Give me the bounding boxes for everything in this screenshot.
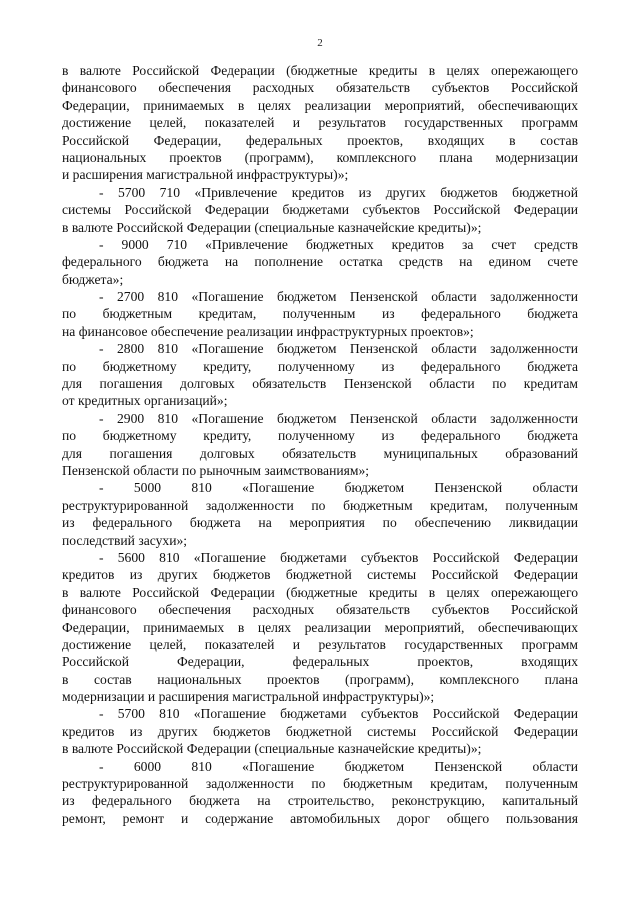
text-line: из федерального бюджета на строительство, реконструкцию, капитальный bbox=[62, 793, 578, 809]
text-line: Пензенской области по рыночным заимствованиям»; bbox=[62, 462, 370, 478]
text-line: Федерации, принимаемых в целях реализации мероприятий, обеспечивающих bbox=[62, 97, 578, 113]
text-line: по бюджетным кредитам, полученным из федерального бюджета bbox=[62, 306, 578, 322]
text-line: кредитов из других бюджетов бюджетной системы Российской Федерации bbox=[62, 567, 578, 583]
text-line: на финансовое обеспечение реализации инфраструктурных проектов»; bbox=[62, 323, 474, 339]
text-line: Российской Федерации, федеральных проектов, входящих в состав bbox=[62, 132, 578, 148]
text-line: - 2800 810 «Погашение бюджетом Пензенской области задолженности bbox=[99, 341, 578, 357]
text-line: Российской Федерации, федеральных проектов, входящих bbox=[62, 654, 578, 670]
text-line: кредитов из других бюджетов бюджетной системы Российской Федерации bbox=[62, 723, 578, 739]
text-line: федерального бюджета на пополнение остатка средств на едином счете bbox=[62, 254, 578, 270]
text-line: по бюджетному кредиту, полученному из федерального бюджета bbox=[62, 428, 578, 444]
text-line: Федерации, принимаемых в целях реализации мероприятий, обеспечивающих bbox=[62, 619, 578, 635]
text-line: в валюте Российской Федерации (специальные казначейские кредиты)»; bbox=[62, 219, 482, 235]
document-body bbox=[62, 62, 578, 827]
text-line: достижение целей, показателей и результатов государственных программ bbox=[62, 115, 578, 131]
text-line: по бюджетному кредиту, полученному из федерального бюджета bbox=[62, 358, 578, 374]
text-line: бюджета»; bbox=[62, 271, 124, 287]
text-line: в состав национальных проектов (программ), комплексного плана bbox=[62, 671, 578, 687]
text-line: реструктурированной задолженности по бюджетным кредитам, полученным bbox=[62, 776, 578, 792]
text-line: - 5700 810 «Погашение бюджетами субъектов Российской Федерации bbox=[99, 706, 578, 722]
text-line: - 2700 810 «Погашение бюджетом Пензенской области задолженности bbox=[99, 289, 578, 305]
text-line: последствий засухи»; bbox=[62, 532, 188, 548]
text-line: модернизации и расширения магистральной инфраструктуры)»; bbox=[62, 689, 435, 705]
text-line: системы Российской Федерации бюджетами субъектов Российской Федерации bbox=[62, 202, 578, 218]
text-line: для погашения долговых обязательств муниципальных образований bbox=[62, 445, 578, 461]
text-line: - 5600 810 «Погашение бюджетами субъектов Российской Федерации bbox=[99, 549, 578, 565]
text-line: национальных проектов (программ), комплексного плана модернизации bbox=[62, 149, 578, 165]
text-line: от кредитных организаций»; bbox=[62, 393, 228, 409]
text-line: в валюте Российской Федерации (специальные казначейские кредиты)»; bbox=[62, 741, 482, 757]
text-line: и расширения магистральной инфраструктуры)»; bbox=[62, 167, 349, 183]
text-line: - 9000 710 «Привлечение бюджетных кредитов за счет средств bbox=[99, 236, 578, 252]
text-line: из федерального бюджета на мероприятия по обеспечению ликвидации bbox=[62, 515, 578, 531]
text-line: - 6000 810 «Погашение бюджетом Пензенской области bbox=[99, 758, 578, 774]
text-line: для погашения долговых обязательств Пензенской области по кредитам bbox=[62, 376, 578, 392]
text-line: - 5000 810 «Погашение бюджетом Пензенской области bbox=[99, 480, 578, 496]
page-number: 2 bbox=[317, 37, 323, 49]
text-line: финансового обеспечения расходных обязательств субъектов Российской bbox=[62, 602, 578, 618]
text-line: финансового обеспечения расходных обязательств субъектов Российской bbox=[62, 80, 578, 96]
text-line: ремонт, ремонт и содержание автомобильных дорог общего пользования bbox=[62, 810, 578, 826]
text-line: - 2900 810 «Погашение бюджетом Пензенской области задолженности bbox=[99, 410, 578, 426]
text-line: в валюте Российской Федерации (бюджетные кредиты в целях опережающего bbox=[62, 63, 578, 78]
text-line: в валюте Российской Федерации (бюджетные кредиты в целях опережающего bbox=[62, 584, 578, 600]
text-line: достижение целей, показателей и результатов государственных программ bbox=[62, 636, 578, 652]
text-line: реструктурированной задолженности по бюджетным кредитам, полученным bbox=[62, 497, 578, 513]
text-line: - 5700 710 «Привлечение кредитов из других бюджетов бюджетной bbox=[99, 184, 578, 200]
